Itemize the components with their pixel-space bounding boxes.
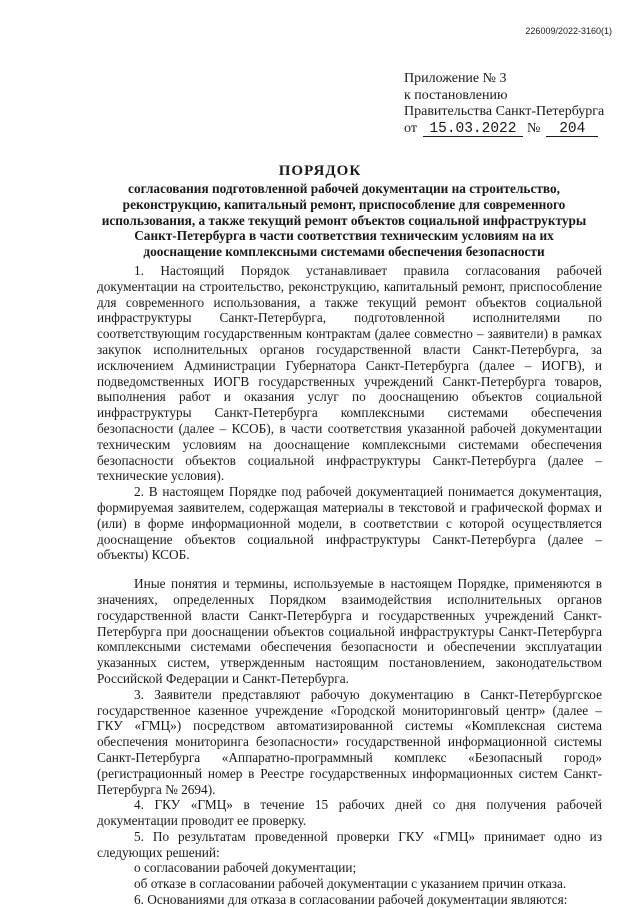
appendix-block (404, 71, 604, 137)
document-subtitle: согласования подготовленной рабочей документации на строительство, реконструкцию, капитальный ремонт, приспособление для современного использования, а также текущий ремонт объектов социальной инфраструктуры Санкт-Петербурга в части соответствия техническим условиям на их дооснащение комплексными системами обеспечения безопасности (101, 181, 587, 260)
appendix-line-2: к постановлению (404, 87, 508, 103)
list-item: об отказе в согласовании рабочей документации с указанием причин отказа. (134, 876, 567, 892)
paragraph: 1. Настоящий Порядок устанавливает правила согласования рабочей документации на строительство, реконструкцию, капитальный ремонт, приспособление для современного использования, а также текущий ремонт объектов социальной инфраструктуры Санкт-Петербурга, подготовленной исполнителями по соответствующим государственным контрактам (далее совместно – заявители) в рамках закупок исполнительных органов государственной власти Санкт-Петербурга, за исключением Администрации Губернатора Санкт-Петербурга (далее – ИОГВ), и подведомственных ИОГВ государственных учреждений Санкт-Петербурга товаров, выполнения работ и оказания услуг по дооснащению объектов социальной инфраструктуры Санкт-Петербурга комплексными системами обеспечения безопасности (далее – КСОБ), в части соответствия указанной рабочей документации техническим условиям на дооснащение комплексными системами обеспечения безопасности объектов социальной инфраструктуры Санкт-Петербурга (далее – технические условия). (97, 263, 602, 484)
document-title: ПОРЯДОК (278, 163, 362, 179)
resolution-number: 204 (546, 122, 598, 137)
document-body (97, 263, 602, 908)
number-prefix: № (526, 120, 541, 136)
appendix-date-line (404, 121, 604, 138)
resolution-date: 15.03.2022 (423, 122, 523, 137)
paragraph: 3. Заявители представляют рабочую документацию в Санкт-Петербургское государственное казенное учреждение «Городской мониторинговый центр» (далее – ГКУ «ГМЦ») посредством автоматизированной системы «Комплексная система обеспечения мониторинга безопасности» государственной информационной системы Санкт-Петербурга «Аппаратно-программный комплекс «Безопасный город» (регистрационный номер в Реестре государственных информационных систем Санкт-Петербурга № 2694). (97, 686, 602, 797)
paragraph: Иные понятия и термины, используемые в настоящем Порядке, применяются в значениях, определенных Порядком взаимодействия исполнительных органов государственной власти Санкт-Петербурга и государственных учреждений Санкт-Петербурга при дооснащении объектов социальной инфраструктуры Санкт-Петербурга комплексными системами обеспечения безопасности и обеспечении эксплуатации указанных систем, утвержденным настоящим постановлением, законодательством Российской Федерации и Санкт-Петербурга. (97, 576, 602, 686)
paragraph: 4. ГКУ «ГМЦ» в течение 15 рабочих дней со дня получения рабочей документации проводит ее проверку. (97, 797, 602, 829)
date-prefix: от (404, 120, 417, 136)
list-item: о согласовании рабочей документации; (134, 860, 357, 876)
document-registration-stamp: 226009/2022-3160(1) (525, 26, 612, 36)
paragraph: 5. По результатам проведенной проверки ГКУ «ГМЦ» принимает одно из следующих решений: (97, 828, 602, 860)
appendix-line-1: Приложение № 3 (404, 71, 507, 86)
paragraph: 6. Основаниями для отказа в согласовании рабочей документации являются: (134, 892, 568, 908)
appendix-line-3: Правительства Санкт-Петербурга (404, 104, 605, 119)
paragraph: 2. В настоящем Порядке под рабочей документацией понимается документация, формируемая заявителем, содержащая материалы в текстовой и графической формах и (или) в форме информационной модели, в соответствии с которой осуществляется дооснащение объектов социальной инфраструктуры Санкт-Петербурга (далее – объекты) КСОБ. (97, 484, 602, 563)
